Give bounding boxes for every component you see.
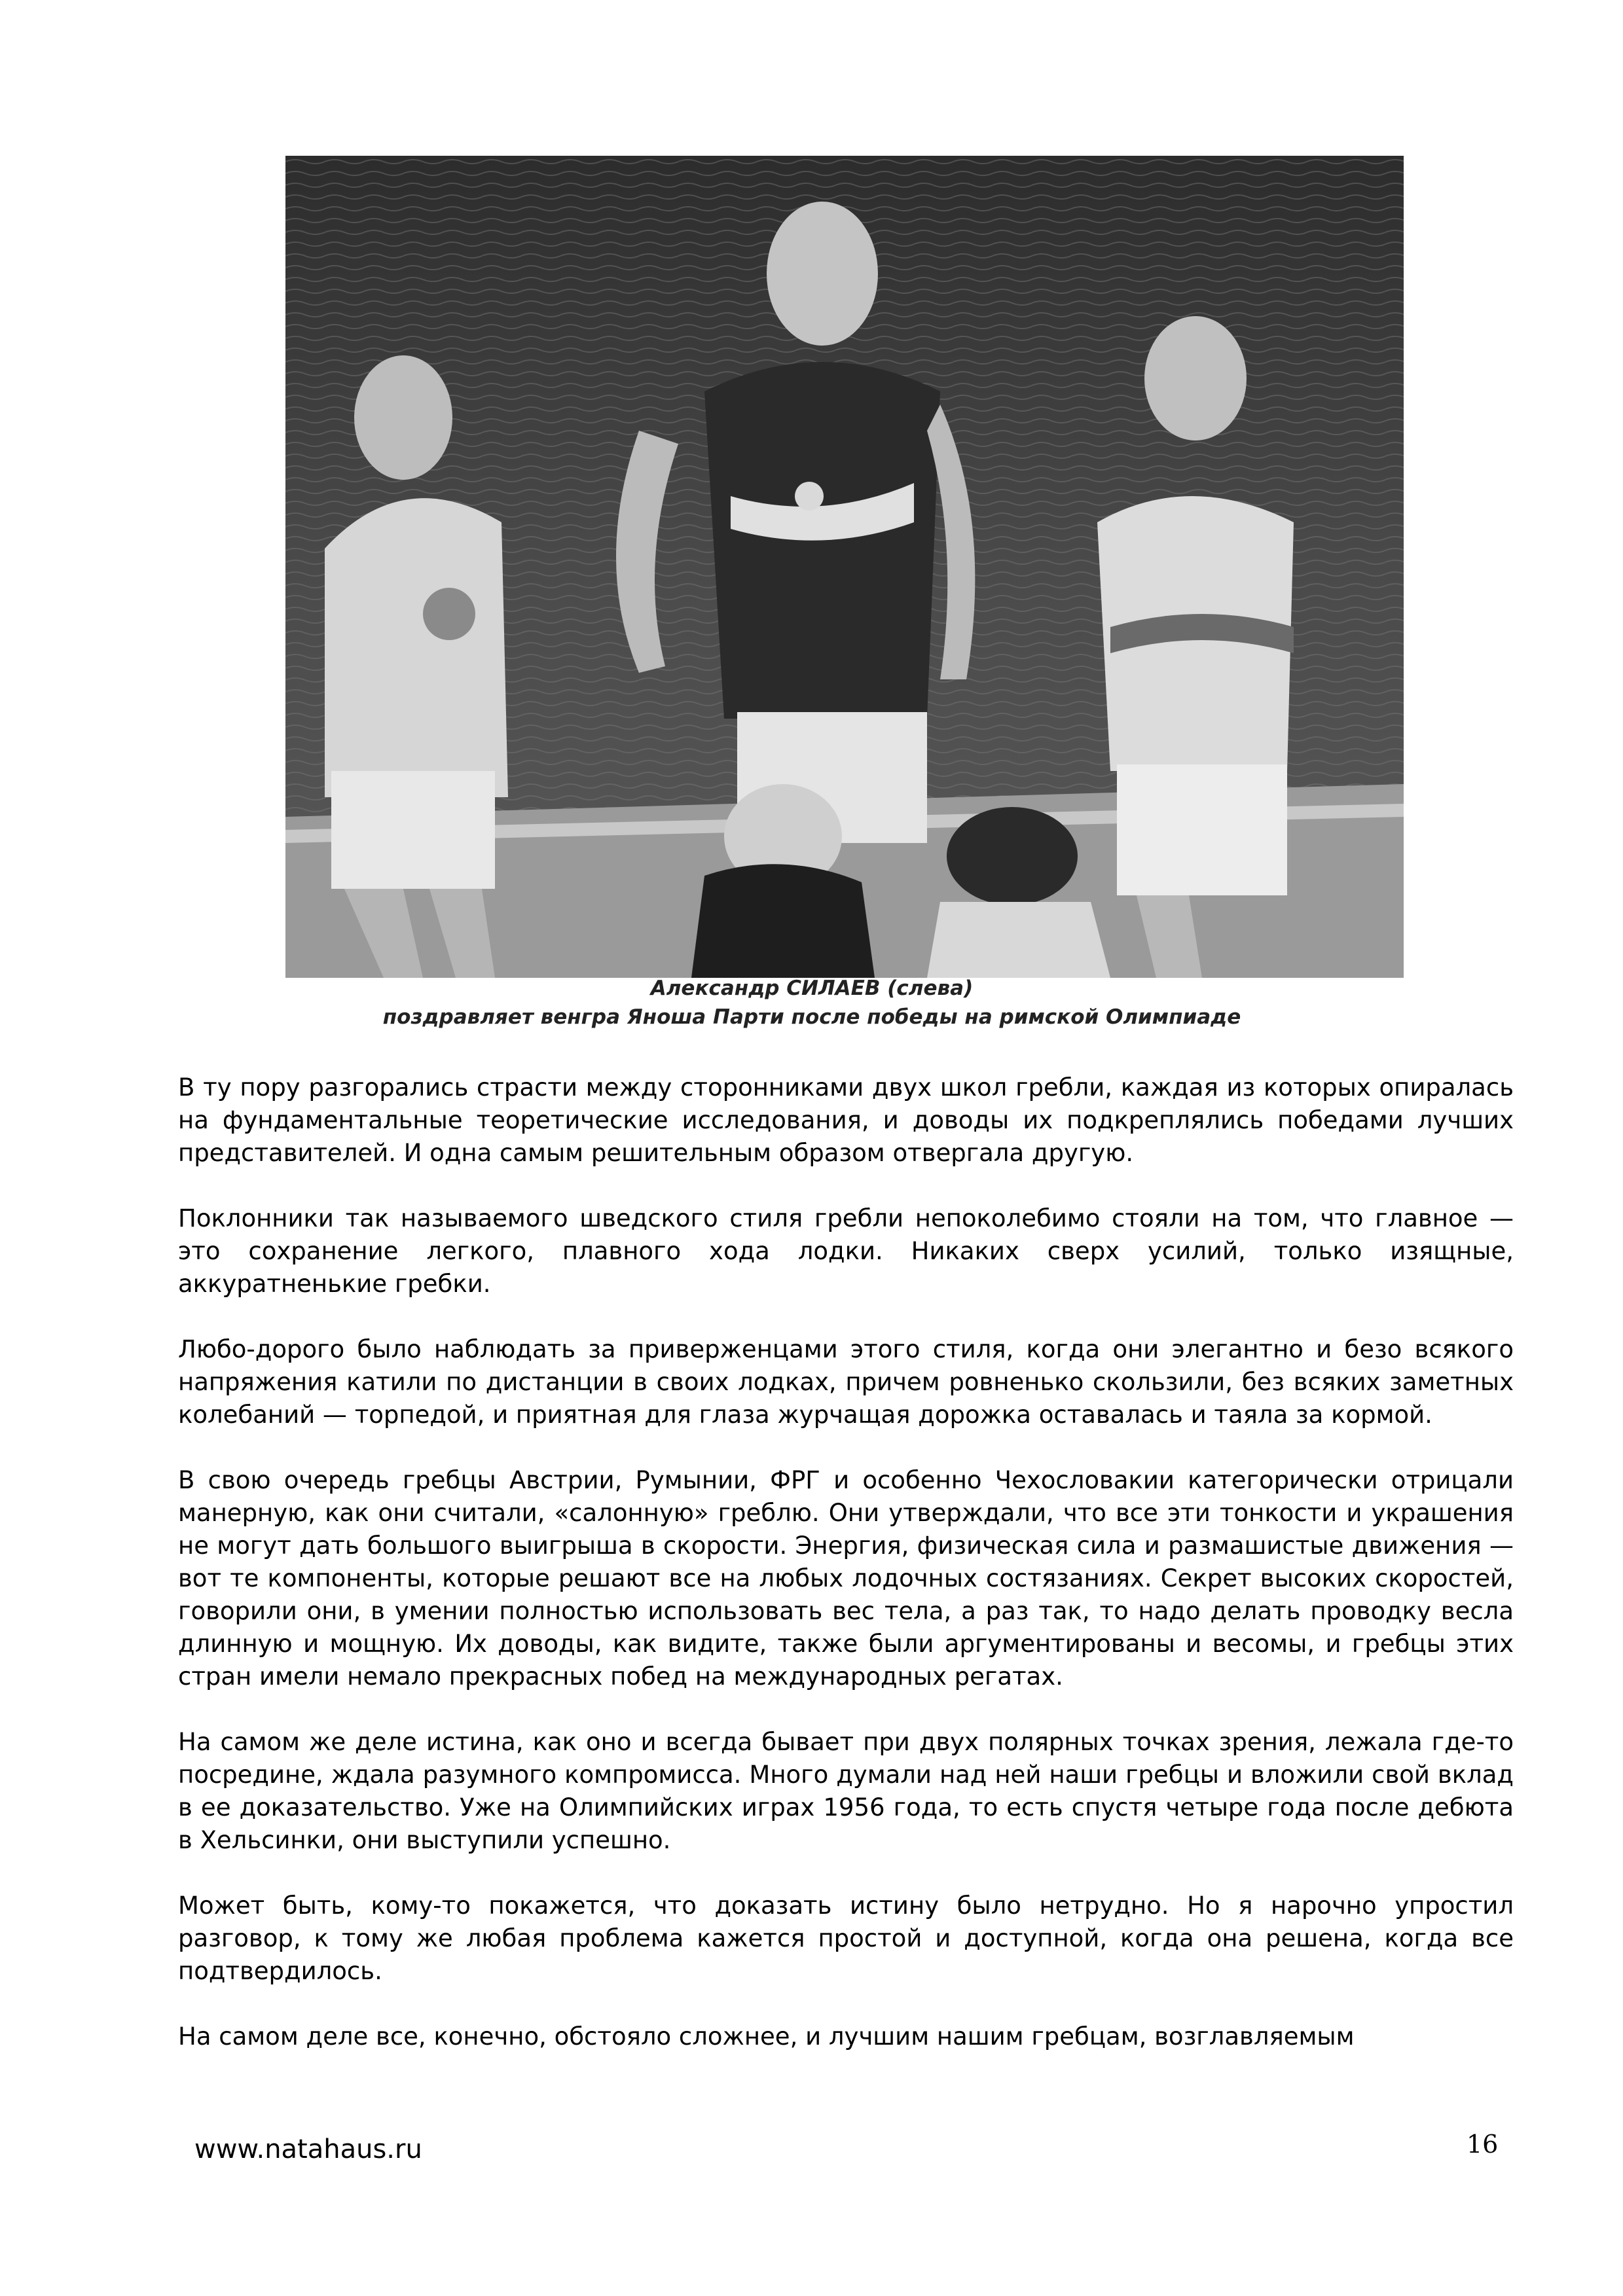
paragraph: В ту пору разгорались страсти между сторонниками двух школ гребли, каждая из которых опиралась на фундаментальные теоретические исследования, и доводы их подкреплялись победами лучших представителей. И одна самым решительным образом отвергала другую. <box>178 1073 1514 1167</box>
page-number: 16 <box>1467 2130 1499 2159</box>
caption-line-1: Александр СИЛАЕВ (слева) <box>650 977 974 1000</box>
rowers-photo-illustration <box>285 156 1404 978</box>
photo-caption <box>183 974 1440 1031</box>
paragraph: Поклонники так называемого шведского стиля гребли непоколебимо стояли на том, что главное — это сохранение легкого, плавного хода лодки. Никаких сверх усилий, только изящные, аккуратненькие гребки. <box>178 1204 1514 1298</box>
footer-url[interactable]: www.natahaus.ru <box>194 2134 422 2164</box>
paragraph: На самом же деле истина, как оно и всегда бывает при двух полярных точках зрения, лежала где-то посредине, ждала разумного компромисса. Много думали над ней наши гребцы и вложили свой вклад в ее доказательство. Уже на Олимпийских играх 1956 года, то есть спустя четыре года после дебюта в Хельсинки, они выступили успешно. <box>178 1728 1514 1854</box>
paragraph: На самом деле все, конечно, обстояло сложнее, и лучшим нашим гребцам, возглавляемым <box>178 2022 1355 2051</box>
paragraph: В свою очередь гребцы Австрии, Румынии, ФРГ и особенно Чехословакии категорически отрицали манерную, как они считали, «салонную» греблю. Они утверждали, что все эти тонкости и украшения не могут дать большого выигрыша в скорости. Энергия, физическая сила и размашистые движения — вот те компоненты, которые решают все на любых лодочных состязаниях. Секрет высоких скоростей, говорили они, в умении полностью использовать вес тела, а раз так, то надо делать проводку весла длинную и мощную. Их доводы, как видите, также были аргументированы и весомы, и гребцы этих стран имели немало прекрасных побед на международных регатах. <box>178 1466 1514 1691</box>
caption-line-2: поздравляет венгра Яноша Парти после победы на римской Олимпиаде <box>382 1005 1241 1029</box>
article-body <box>178 1071 1514 2086</box>
paragraph: Может быть, кому-то покажется, что доказать истину было нетрудно. Но я нарочно упростил разговор, к тому же любая проблема кажется простой и доступной, когда она решена, когда все подтвердилось. <box>178 1892 1514 1985</box>
paragraph: Любо-дорого было наблюдать за приверженцами этого стиля, когда они элегантно и безо всякого напряжения катили по дистанции в своих лодках, причем ровненько скользили, без всяких заметных колебаний — торпедой, и приятная для глаза журчащая дорожка оставалась и таяла за кормой. <box>178 1335 1514 1429</box>
photo <box>285 156 1404 978</box>
